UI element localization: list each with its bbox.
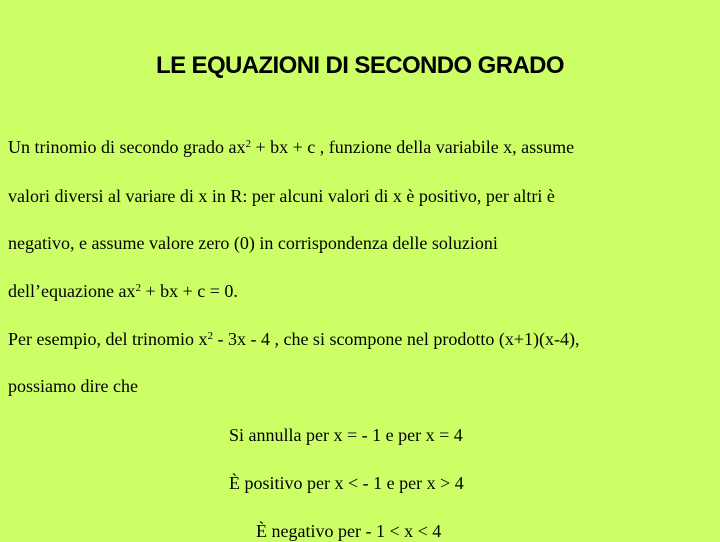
text-segment: + bx + c , funzione della variabile x, assume	[250, 137, 575, 157]
text-segment: Per esempio, del trinomio x	[8, 329, 208, 349]
result-line: È positivo per x < - 1 e per x > 4	[229, 473, 464, 493]
paragraph-line	[8, 328, 580, 350]
paragraph-line	[8, 136, 574, 158]
result-line: Si annulla per x = - 1 e per x = 4	[229, 425, 463, 445]
result-line: È negativo per - 1 < x < 4	[256, 521, 442, 541]
text-segment: Un trinomio di secondo grado ax	[8, 137, 246, 157]
text-segment: - 3x - 4 , che si scompone nel prodotto (x+1)(x-4),	[212, 329, 580, 349]
superscript: 2	[245, 138, 251, 150]
superscript: 2	[207, 330, 213, 342]
slide-title: LE EQUAZIONI DI SECONDO GRADO	[156, 52, 564, 79]
paragraph-line: possiamo dire che	[8, 376, 138, 396]
text-segment: + bx + c = 0.	[140, 281, 238, 301]
superscript: 2	[135, 282, 141, 294]
paragraph-line: valori diversi al variare di x in R: per alcuni valori di x è positivo, per altri è	[8, 186, 555, 206]
paragraph-line: negativo, e assume valore zero (0) in corrispondenza delle soluzioni	[8, 233, 498, 253]
text-segment: dell’equazione ax	[8, 281, 136, 301]
paragraph-line	[8, 280, 238, 302]
